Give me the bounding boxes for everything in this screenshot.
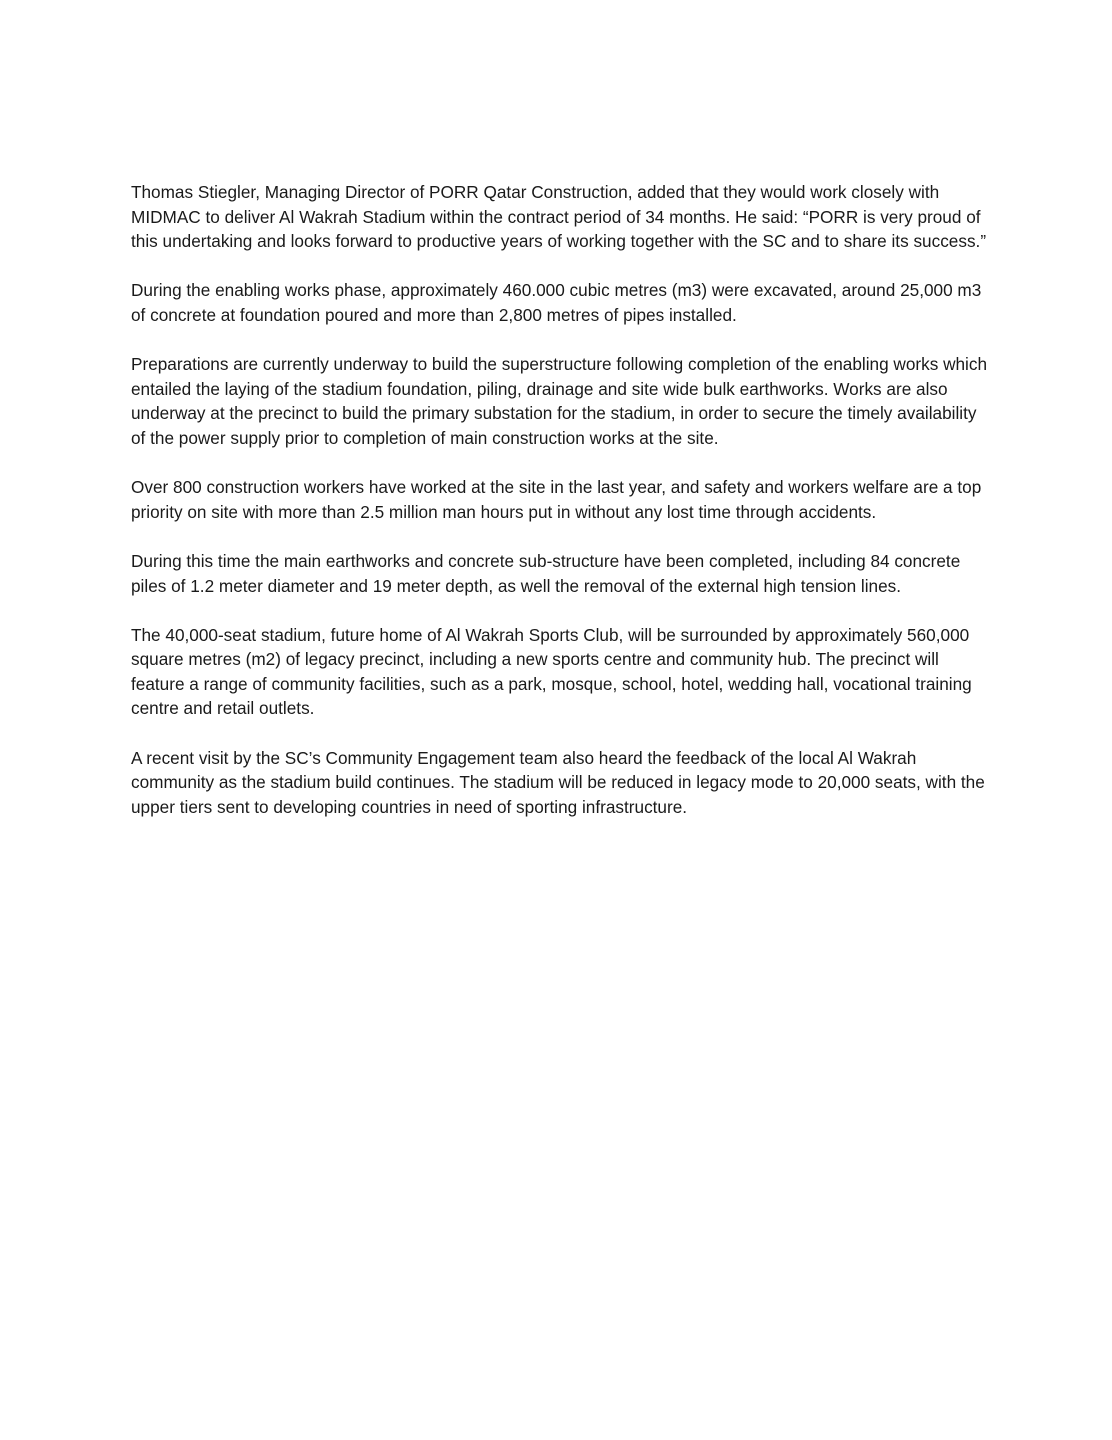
paragraph-community-visit: A recent visit by the SC’s Community Engagement team also heard the feedback of the local Al Wakrah community as the stadium build continues. The stadium will be reduced in legacy mode to 20,000 seats, with the upper tiers sent to developing countries in need of sporting infrastructure. xyxy=(131,747,985,817)
paragraph-stadium-precinct: The 40,000-seat stadium, future home of Al Wakrah Sports Club, will be surrounded by approximately 560,000 square metres (m2) of legacy precinct, including a new sports centre and community hub. The precinct will feature a range of community facilities, such as a park, mosque, school, hotel, wedding hall, vocational training centre and retail outlets. xyxy=(131,624,972,719)
paragraph-earthworks: During this time the main earthworks and concrete sub-structure have been completed, including 84 concrete piles of 1.2 meter diameter and 19 meter depth, as well the removal of the external high tension lines. xyxy=(131,550,961,596)
paragraph-enabling-works: During the enabling works phase, approximately 460.000 cubic metres (m3) were excavated, around 25,000 m3 of concrete at foundation poured and more than 2,800 metres of pipes installed. xyxy=(131,280,982,325)
document-body xyxy=(131,180,991,844)
paragraph-superstructure: Preparations are currently underway to build the superstructure following completion of the enabling works which entailed the laying of the stadium foundation, piling, drainage and site wide bulk earthworks. Works are also underway at the precinct to build the primary substation for the stadium, in order to secure the timely availability of the power supply prior to completion of main construction works at the site. xyxy=(131,354,988,448)
paragraph-stiegler-quote: Thomas Stiegler, Managing Director of PORR Qatar Construction, added that they would work closely with MIDMAC to deliver Al Wakrah Stadium within the contract period of 34 months. He said: “PORR is very proud of this undertaking and looks forward to productive years of working together with the SC and to share its success.” xyxy=(131,182,987,252)
paragraph-workers-safety: Over 800 construction workers have worked at the site in the last year, and safety and workers welfare are a top priority on site with more than 2.5 million man hours put in without any lost time through accidents. xyxy=(131,477,982,522)
